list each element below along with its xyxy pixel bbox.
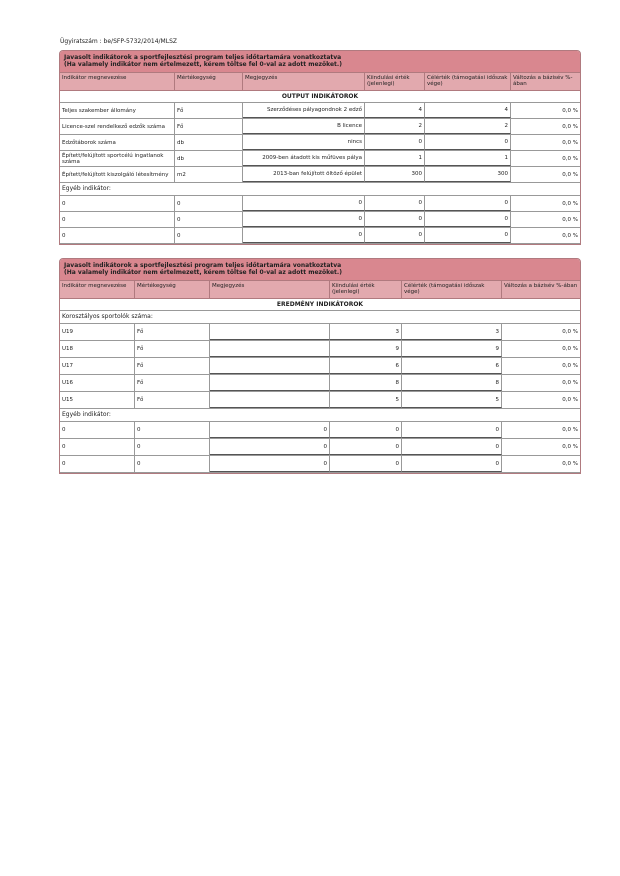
target-value-field[interactable]: 2 xyxy=(425,119,511,134)
note-field[interactable] xyxy=(210,324,330,340)
note-field[interactable]: 0 xyxy=(243,212,365,227)
table-row xyxy=(60,103,580,119)
col-change: Változás a bázisév %-ában xyxy=(513,75,573,87)
target-value-field[interactable]: 9 xyxy=(402,341,502,357)
indicator-name: U15 xyxy=(60,392,135,408)
note-field[interactable]: B licence xyxy=(243,119,365,134)
col-unit: Mértékegység xyxy=(175,73,243,90)
note-field[interactable] xyxy=(210,392,330,408)
indicator-name: Licence-szel rendelkező edzők száma xyxy=(60,119,175,134)
change-value: 0,0 % xyxy=(562,123,578,130)
note-field[interactable]: 2009-ben átadott kis műfüves pálya xyxy=(243,151,365,166)
unit-cell: Fő xyxy=(135,392,210,408)
section-note: (Ha valamely indikátor nem értelmezett, kérem töltse fel 0-val az adott mezőket.) xyxy=(64,269,342,276)
note-field[interactable]: 0 xyxy=(243,196,365,211)
base-value-field[interactable]: 1 xyxy=(365,151,425,166)
table-row xyxy=(60,422,580,439)
target-value-field[interactable]: 300 xyxy=(425,167,511,182)
indicator-name: U18 xyxy=(60,341,135,357)
target-value-field[interactable]: 0 xyxy=(425,135,511,150)
unit-cell: Fő xyxy=(135,358,210,374)
unit-cell: 0 xyxy=(135,439,210,455)
column-headers xyxy=(60,72,580,91)
target-value-field[interactable]: 6 xyxy=(402,358,502,374)
note-field[interactable] xyxy=(210,375,330,391)
other-indicator-label: Egyéb indikátor: xyxy=(60,409,580,422)
unit-cell: 0 xyxy=(135,456,210,472)
target-value-field[interactable]: 0 xyxy=(425,212,511,227)
unit-cell: Fő xyxy=(135,341,210,357)
col-change: Változás a bázisév %-ában xyxy=(504,283,578,289)
indicator-name: 0 xyxy=(60,456,135,472)
unit-cell: m2 xyxy=(175,167,243,182)
note-field[interactable]: 0 xyxy=(210,456,330,472)
target-value-field[interactable]: 4 xyxy=(425,103,511,118)
base-value-field[interactable]: 0 xyxy=(365,196,425,211)
change-value: 0,0 % xyxy=(562,346,578,352)
change-value: 0,0 % xyxy=(562,155,578,162)
unit-cell: Fő xyxy=(135,324,210,340)
unit-cell: 0 xyxy=(175,228,243,243)
change-value: 0,0 % xyxy=(562,216,578,223)
base-value-field[interactable]: 6 xyxy=(330,358,402,374)
target-value-field[interactable]: 0 xyxy=(402,422,502,438)
target-value-field[interactable]: 0 xyxy=(402,439,502,455)
note-field[interactable]: nincs xyxy=(243,135,365,150)
indicator-name: 0 xyxy=(60,228,175,243)
change-value: 0,0 % xyxy=(562,444,578,450)
base-value-field[interactable]: 300 xyxy=(365,167,425,182)
document-reference: Ügyiratszám : be/SFP-5732/2014/MLSZ xyxy=(60,38,177,45)
target-value-field[interactable]: 1 xyxy=(425,151,511,166)
unit-cell: 0 xyxy=(175,212,243,227)
table-row xyxy=(60,375,580,392)
age-group-label: Korosztályos sportolók száma: xyxy=(60,311,580,324)
change-value: 0,0 % xyxy=(562,397,578,403)
change-value: 0,0 % xyxy=(562,107,578,114)
table-row xyxy=(60,212,580,228)
indicator-name: U19 xyxy=(60,324,135,340)
indicator-name: 0 xyxy=(60,212,175,227)
col-indicator: Indikátor megnevezése xyxy=(60,281,135,298)
note-field[interactable]: 2013-ban felújított öltöző épület xyxy=(243,167,365,182)
target-value-field[interactable]: 0 xyxy=(425,196,511,211)
change-value: 0,0 % xyxy=(562,329,578,335)
section-title: Javasolt indikátorok a sportfejlesztési program teljes időtartamára vonatkoztatva xyxy=(64,262,342,269)
table-row xyxy=(60,135,580,151)
table-row xyxy=(60,358,580,375)
change-value: 0,0 % xyxy=(562,380,578,386)
indicator-name: 0 xyxy=(60,422,135,438)
table-row xyxy=(60,119,580,135)
indicator-name: 0 xyxy=(60,196,175,211)
indicator-name: Épített/felújított sportcélú ingatlanok száma xyxy=(60,151,175,166)
col-unit: Mértékegység xyxy=(135,281,210,298)
table-row xyxy=(60,196,580,212)
col-note: Megjegyzés xyxy=(210,281,330,298)
section-title: Javasolt indikátorok a sportfejlesztési program teljes időtartamára vonatkoztatva xyxy=(64,54,342,61)
section-header xyxy=(60,259,580,280)
target-value-field[interactable]: 0 xyxy=(402,456,502,472)
base-value-field[interactable]: 0 xyxy=(330,422,402,438)
result-indicators-section xyxy=(59,258,581,474)
indicator-name: 0 xyxy=(60,439,135,455)
indicator-name: U17 xyxy=(60,358,135,374)
change-value: 0,0 % xyxy=(562,363,578,369)
base-value-field[interactable]: 0 xyxy=(365,228,425,243)
unit-cell: Fő xyxy=(135,375,210,391)
indicator-name: Edzőtáborok száma xyxy=(60,135,175,150)
note-field[interactable]: 0 xyxy=(210,422,330,438)
unit-cell: db xyxy=(175,151,243,166)
base-value-field[interactable]: 5 xyxy=(330,392,402,408)
table-row xyxy=(60,167,580,183)
change-value: 0,0 % xyxy=(562,200,578,207)
table-row xyxy=(60,324,580,341)
col-target: Célérték (támogatási időszak vége) xyxy=(402,281,502,298)
indicator-name: Teljes szakember állomány xyxy=(60,103,175,118)
base-value-field[interactable]: 0 xyxy=(365,212,425,227)
note-field[interactable]: Szerződéses pályagondnok 2 edző xyxy=(243,103,365,118)
indicator-name: U16 xyxy=(60,375,135,391)
col-target: Célérték (támogatási időszak vége) xyxy=(425,73,511,90)
note-field[interactable] xyxy=(210,358,330,374)
base-value-field[interactable]: 9 xyxy=(330,341,402,357)
change-value: 0,0 % xyxy=(562,461,578,467)
table-row xyxy=(60,151,580,167)
table-row xyxy=(60,341,580,358)
base-value-field[interactable]: 8 xyxy=(330,375,402,391)
note-field[interactable]: 0 xyxy=(210,439,330,455)
target-value-field[interactable]: 3 xyxy=(402,324,502,340)
section-note: (Ha valamely indikátor nem értelmezett, kérem töltse fel 0-val az adott mezőket.) xyxy=(64,61,342,68)
note-field[interactable] xyxy=(210,341,330,357)
band-title: EREDMÉNY INDIKÁTOROK xyxy=(60,299,580,311)
unit-cell: Fő xyxy=(175,119,243,134)
target-value-field[interactable]: 8 xyxy=(402,375,502,391)
column-headers xyxy=(60,280,580,299)
unit-cell: Fő xyxy=(175,103,243,118)
table-row xyxy=(60,392,580,409)
col-note: Megjegyzés xyxy=(243,73,365,90)
base-value-field[interactable]: 0 xyxy=(365,135,425,150)
base-value-field[interactable]: 0 xyxy=(330,439,402,455)
output-indicators-section xyxy=(59,50,581,245)
base-value-field[interactable]: 2 xyxy=(365,119,425,134)
band-title: OUTPUT INDIKÁTOROK xyxy=(60,91,580,103)
note-field[interactable]: 0 xyxy=(243,228,365,243)
other-indicator-label: Egyéb indikátor: xyxy=(60,183,580,196)
section-header xyxy=(60,51,580,72)
unit-cell: 0 xyxy=(135,422,210,438)
table-row xyxy=(60,439,580,456)
col-base: Kiindulási érték (jelenlegi) xyxy=(330,281,402,298)
base-value-field[interactable]: 3 xyxy=(330,324,402,340)
change-value: 0,0 % xyxy=(562,171,578,178)
base-value-field[interactable]: 0 xyxy=(330,456,402,472)
change-value: 0,0 % xyxy=(562,232,578,239)
target-value-field[interactable]: 5 xyxy=(402,392,502,408)
change-value: 0,0 % xyxy=(562,427,578,433)
table-row xyxy=(60,456,580,473)
table-row xyxy=(60,228,580,244)
unit-cell: 0 xyxy=(175,196,243,211)
unit-cell: db xyxy=(175,135,243,150)
col-base: Kiindulási érték (jelenlegi) xyxy=(365,73,425,90)
indicator-name: Épített/felújított kiszolgáló létesítmény xyxy=(60,167,175,182)
col-indicator: Indikátor megnevezése xyxy=(60,73,175,90)
change-value: 0,0 % xyxy=(562,139,578,146)
target-value-field[interactable]: 0 xyxy=(425,228,511,243)
base-value-field[interactable]: 4 xyxy=(365,103,425,118)
